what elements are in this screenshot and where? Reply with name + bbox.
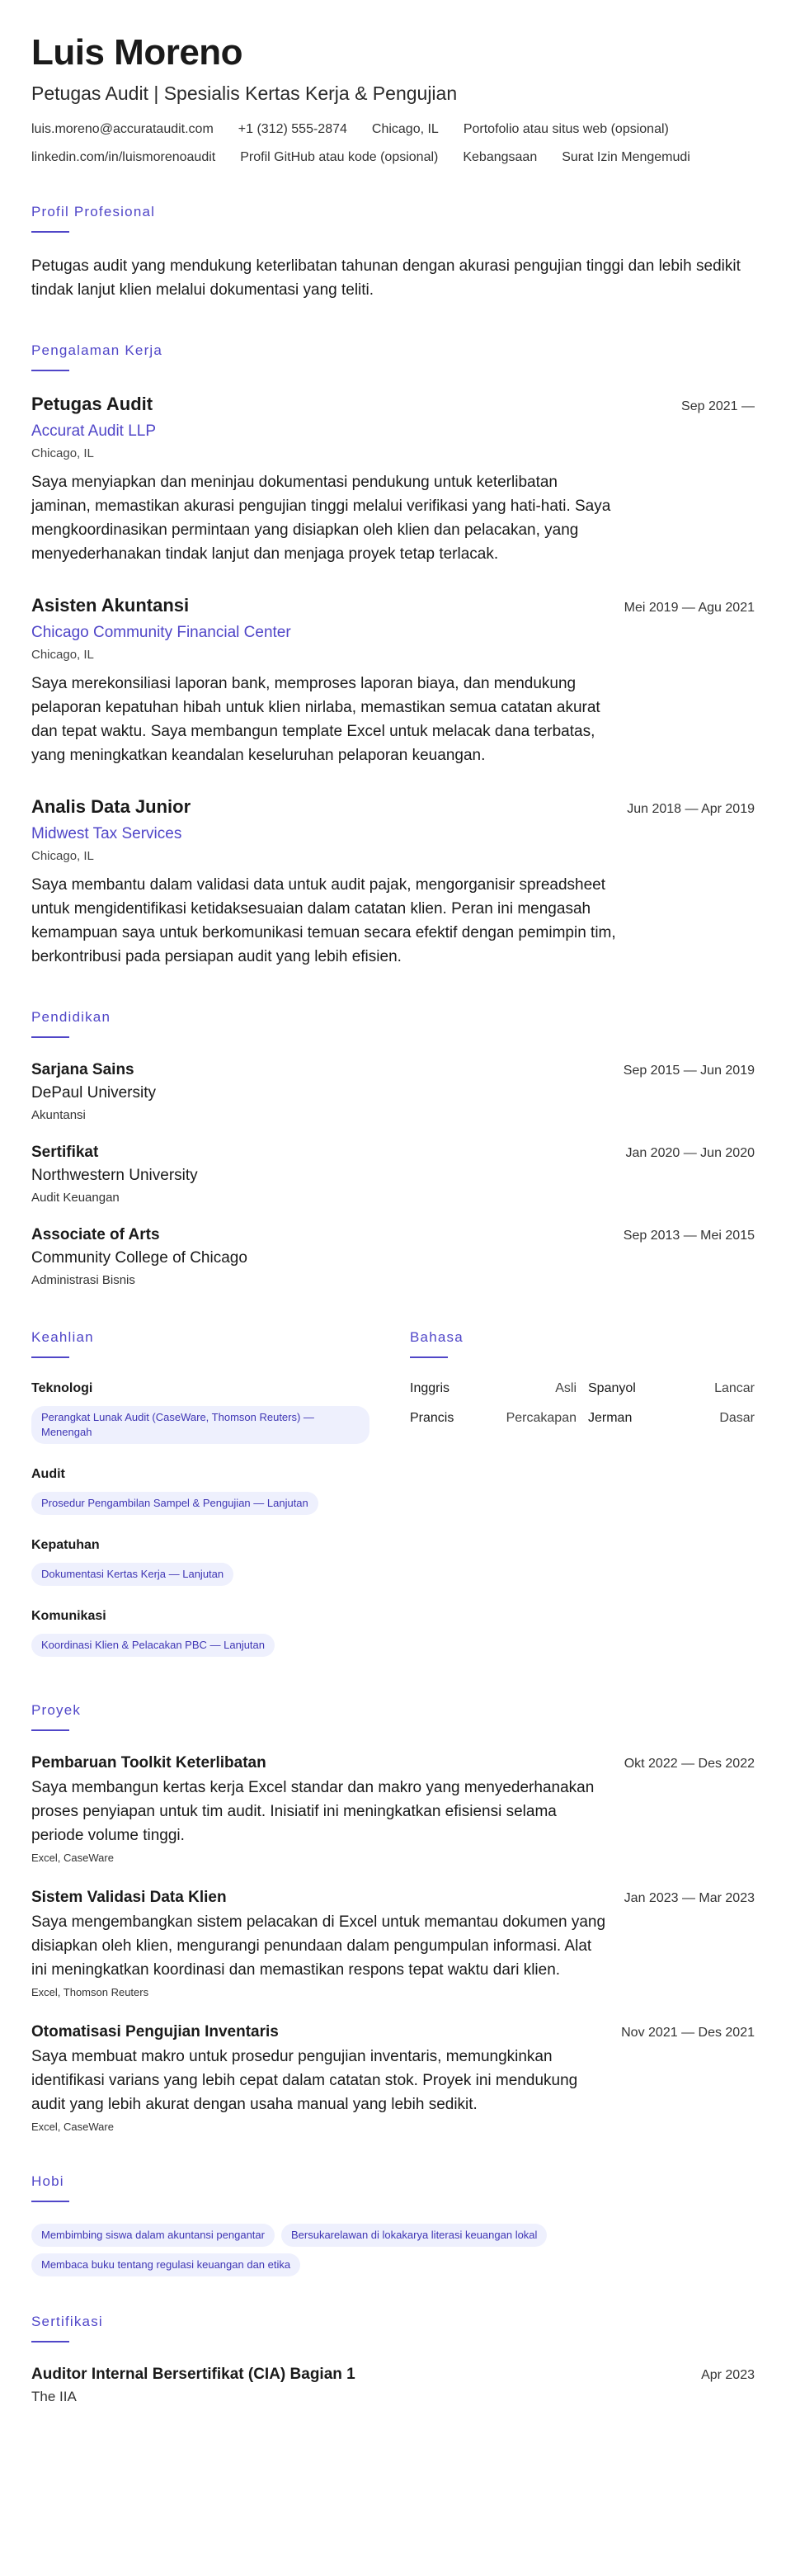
language-name: Inggris	[410, 1381, 450, 1395]
certifications-title: Sertifikasi	[31, 2314, 103, 2329]
summary-title: Profil Profesional	[31, 204, 156, 219]
section-divider	[31, 231, 69, 233]
candidate-headline: Petugas Audit | Spesialis Kertas Kerja & Pengujian	[31, 83, 458, 104]
job-title: Analis Data Junior	[31, 796, 191, 817]
education-degree: Associate of Arts	[31, 1226, 160, 1243]
section-divider	[31, 1036, 69, 1038]
contact-github[interactable]: Profil GitHub atau kode (opsional)	[240, 150, 439, 164]
job-description: Saya menyiapkan dan meninjau dokumentasi pendukung untuk keterlibatan jaminan, memastikan akurasi pengujian tinggi melalui verifikasi yang hati-hati. Saya mengkoordinasikan permintaan yang disiapkan oleh klien dan pelacakan, yang menyederhanakan tindak lanjut dan menjaga proyek tetap terlacak.	[31, 474, 611, 563]
projects-section	[31, 1701, 755, 2135]
language-list	[410, 1380, 755, 1427]
skill-group	[31, 1536, 377, 1592]
skill-group	[31, 1465, 377, 1522]
experience-title: Pengalaman Kerja	[31, 342, 163, 358]
project-dates: Jan 2023 — Mar 2023	[624, 1891, 755, 1905]
job-dates: Jun 2018 — Apr 2019	[627, 802, 755, 816]
project-dates: Okt 2022 — Des 2022	[624, 1757, 755, 1771]
language-level: Dasar	[719, 1411, 755, 1425]
contact-phone[interactable]: +1 (312) 555-2874	[238, 122, 347, 136]
section-divider	[31, 370, 69, 371]
job-location: Chicago, IL	[31, 849, 94, 863]
contact-list	[31, 120, 755, 167]
education-dates: Sep 2013 — Mei 2015	[623, 1229, 755, 1243]
skill-chip: Prosedur Pengambilan Sampel & Pengujian — Lanjutan	[31, 1492, 318, 1515]
job-entry	[31, 393, 755, 566]
certification-entry	[31, 2364, 755, 2407]
contact-portfolio[interactable]: Portofolio atau situs web (opsional)	[463, 122, 669, 136]
project-description: Saya membuat makro untuk prosedur pengujian inventaris, memungkinkan identifikasi varians yang lebih cepat dalam catatan stok. Proyek ini mendukung audit yang lebih akurat dengan usaha manual yang lebih sedikit.	[31, 2048, 578, 2113]
job-company: Chicago Community Financial Center	[31, 624, 291, 641]
education-degree: Sertifikat	[31, 1144, 99, 1161]
summary-text: Petugas audit yang mendukung keterlibatan tahunan dengan akurasi pengujian tinggi dan lebih sedikit tindak lanjut klien melalui dokumentasi yang teliti.	[31, 257, 741, 299]
language-name: Spanyol	[588, 1381, 636, 1395]
education-entry	[31, 1059, 755, 1124]
education-field: Administrasi Bisnis	[31, 1273, 135, 1287]
hobbies-section	[31, 2173, 755, 2283]
skill-group-title: Komunikasi	[31, 1609, 106, 1623]
project-tech: Excel, Thomson Reuters	[31, 1986, 149, 1998]
summary-section	[31, 203, 755, 302]
job-title: Petugas Audit	[31, 394, 153, 414]
hobby-chip: Membaca buku tentang regulasi keuangan dan etika	[31, 2253, 300, 2276]
language-name: Prancis	[410, 1411, 454, 1425]
hobby-chip: Membimbing siswa dalam akuntansi pengantar	[31, 2224, 275, 2247]
section-divider	[31, 1356, 69, 1358]
skill-group-title: Teknologi	[31, 1381, 93, 1395]
section-divider	[410, 1356, 448, 1358]
certification-title: Auditor Internal Bersertifikat (CIA) Bagian 1	[31, 2366, 355, 2383]
skills-languages-row	[31, 1328, 755, 1663]
project-entry	[31, 1887, 755, 2000]
education-dates: Sep 2015 — Jun 2019	[623, 1064, 755, 1078]
skill-group	[31, 1380, 377, 1451]
job-description: Saya membantu dalam validasi data untuk audit pajak, mengorganisir spreadsheet untuk mengidentifikasi ketidaksesuaian dalam catatan klien. Peran ini mengasah kemampuan saya untuk berkomunikasi temuan secara efektif dengan pemimpin tim, berkontribusi pada persiapan audit yang lebih efisien.	[31, 876, 616, 965]
hobby-list	[31, 2224, 755, 2283]
contact-location: Chicago, IL	[371, 122, 439, 136]
project-title: Sistem Validasi Data Klien	[31, 1889, 227, 1906]
certifications-section	[31, 2313, 755, 2407]
skill-chip: Dokumentasi Kertas Kerja — Lanjutan	[31, 1563, 233, 1586]
education-degree: Sarjana Sains	[31, 1061, 134, 1078]
project-dates: Nov 2021 — Des 2021	[621, 2026, 755, 2040]
section-divider	[31, 2201, 69, 2202]
job-entry	[31, 594, 755, 767]
job-company: Accurat Audit LLP	[31, 422, 157, 440]
contact-email[interactable]: luis.moreno@accurataudit.com	[31, 122, 214, 136]
project-tech: Excel, CaseWare	[31, 1852, 114, 1864]
contact-linkedin[interactable]: linkedin.com/in/luismorenoaudit	[31, 150, 216, 164]
job-location: Chicago, IL	[31, 446, 94, 460]
section-divider	[31, 2341, 69, 2342]
project-description: Saya membangun kertas kerja Excel standar dan makro yang menyederhanakan proses penyiapan untuk tim audit. Inisiatif ini meningkatkan efisiensi selama periode volume tinggi.	[31, 1779, 595, 1844]
education-section	[31, 1008, 755, 1289]
project-title: Otomatisasi Pengujian Inventaris	[31, 2023, 279, 2041]
skill-group-title: Audit	[31, 1467, 65, 1481]
job-dates: Mei 2019 — Agu 2021	[624, 601, 755, 615]
language-item	[410, 1380, 577, 1398]
skills-title: Keahlian	[31, 1329, 94, 1345]
language-item	[588, 1409, 755, 1427]
education-dates: Jan 2020 — Jun 2020	[625, 1146, 755, 1160]
skill-group	[31, 1607, 377, 1663]
education-entry	[31, 1142, 755, 1206]
language-level: Percakapan	[506, 1411, 577, 1425]
education-field: Akuntansi	[31, 1108, 86, 1122]
education-school: Northwestern University	[31, 1167, 198, 1184]
project-description: Saya mengembangkan sistem pelacakan di Excel untuk memantau dokumen yang disiapkan oleh klien, mengurangi penundaan dalam pengumpulan informasi. Alat ini meningkatkan koordinasi dan memastikan respons tepat waktu dari klien.	[31, 1913, 606, 1979]
education-school: DePaul University	[31, 1084, 156, 1102]
hobby-chip: Bersukarelawan di lokakarya literasi keuangan lokal	[281, 2224, 547, 2247]
education-title: Pendidikan	[31, 1009, 111, 1025]
skills-section	[31, 1328, 377, 1663]
job-company: Midwest Tax Services	[31, 825, 182, 842]
job-dates: Sep 2021 —	[681, 399, 755, 413]
language-item	[588, 1380, 755, 1398]
project-title: Pembaruan Toolkit Keterlibatan	[31, 1754, 266, 1772]
skill-chip: Koordinasi Klien & Pelacakan PBC — Lanjutan	[31, 1634, 275, 1657]
job-entry	[31, 795, 755, 969]
language-level: Lancar	[714, 1381, 755, 1395]
resume-header	[31, 33, 755, 167]
job-description: Saya merekonsiliasi laporan bank, memproses laporan biaya, dan mendukung pelaporan kepatuhan hibah untuk klien nirlaba, memastikan semua catatan akurat dan tepat waktu. Saya membangun template Excel untuk melacak dana terbatas, yang meningkatkan keandalan keseluruhan pelaporan keuangan.	[31, 675, 600, 764]
education-entry	[31, 1224, 755, 1289]
certification-date: Apr 2023	[701, 2368, 755, 2382]
experience-section	[31, 342, 755, 969]
section-divider	[31, 1729, 69, 1731]
languages-section	[410, 1328, 755, 1663]
project-entry	[31, 2022, 755, 2135]
education-field: Audit Keuangan	[31, 1191, 120, 1205]
job-title: Asisten Akuntansi	[31, 595, 190, 616]
certification-issuer: The IIA	[31, 2389, 77, 2404]
language-level: Asli	[555, 1381, 577, 1395]
language-name: Jerman	[588, 1411, 633, 1425]
education-school: Community College of Chicago	[31, 1249, 247, 1267]
languages-title: Bahasa	[410, 1329, 464, 1345]
job-location: Chicago, IL	[31, 648, 94, 662]
skill-chip: Perangkat Lunak Audit (CaseWare, Thomson Reuters) — Menengah	[31, 1406, 369, 1444]
projects-title: Proyek	[31, 1702, 82, 1718]
contact-driving-license: Surat Izin Mengemudi	[562, 150, 690, 164]
hobbies-title: Hobi	[31, 2173, 64, 2189]
project-entry	[31, 1753, 755, 1866]
project-tech: Excel, CaseWare	[31, 2121, 114, 2133]
language-item	[410, 1409, 577, 1427]
candidate-name: Luis Moreno	[31, 32, 243, 73]
contact-nationality: Kebangsaan	[463, 150, 538, 164]
skill-group-title: Kepatuhan	[31, 1538, 100, 1552]
